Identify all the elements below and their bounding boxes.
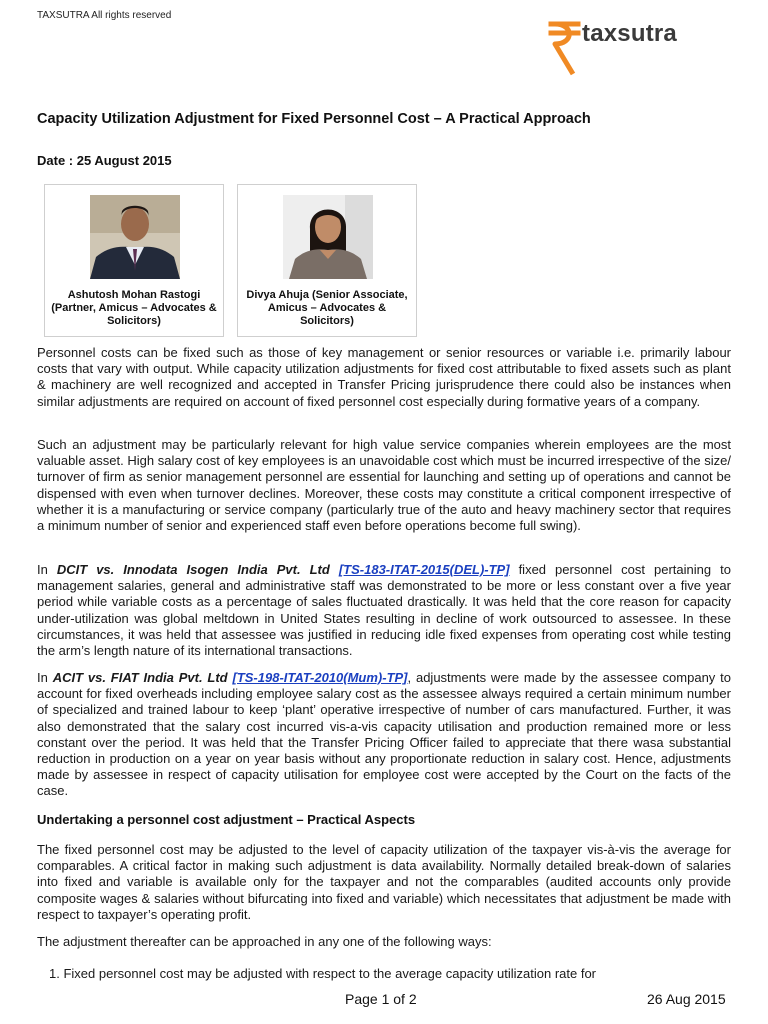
male-portrait-icon (90, 195, 180, 279)
article-date: Date : 25 August 2015 (37, 153, 172, 168)
footer-date: 26 Aug 2015 (647, 991, 726, 1007)
author-card (237, 184, 417, 337)
section-heading: Undertaking a personnel cost adjustment – Practical Aspects (37, 812, 416, 827)
paragraph-innodata-case (37, 562, 731, 659)
citation-link[interactable]: [TS-198-ITAT-2010(Mum)-TP] (232, 670, 408, 685)
author-photo (90, 195, 180, 279)
article-title: Capacity Utilization Adjustment for Fixed Personnel Cost – A Practical Approach (37, 111, 591, 127)
author-card (44, 184, 224, 337)
page-number: Page 1 of 2 (345, 991, 417, 1007)
paragraph-approaches: The adjustment thereafter can be approached in any one of the following ways: (37, 934, 492, 949)
paragraph-prefix: In (37, 562, 57, 577)
paragraph-body: fixed personnel cost pertaining to management salaries, general and administrative staff was demonstrated to be more or less constant over a five year period while variable costs as a percentage of sales fluctuated drastically. It was held that the core reason for capacity under-utilization was global meltdown in United States resulting in decline of work outsourced to assessee. In these circumstances, it was held that assessee was justified in reducing idle fixed expenses from operating cost while testing the arm’s length nature of its international transactions. (37, 562, 731, 659)
author-name: Divya Ahuja (Senior Associate, Amicus – Advocates & Solicitors) (246, 289, 408, 327)
paragraph-fiat-case (37, 670, 731, 800)
citation-link[interactable]: [TS-183-ITAT-2015(DEL)-TP] (338, 562, 510, 577)
paragraph-intro: Personnel costs can be fixed such as those of key management or senior resources or variable i.e. primarily labour costs that vary with output. While capacity utilization adjustments for fixed cost attributable to fixed assets such as plant & machinery are well recognized and accepted in Transfer Pricing jurisprudence there could also be instances when similar adjustments are required on account of fixed personnel cost especially during formative years of a company. (37, 345, 731, 409)
paragraph-adjustment: The fixed personnel cost may be adjusted to the level of capacity utilization of the taxpayer vis-à-vis the average for comparables. A critical factor in making such adjustment is data availability. Normally detailed break-down of salaries into fixed and variable is available only for the taxpayer and not the comparables (audited accounts only provide composite wages & salaries without bifurcating into fixed and variable) which necessitates that adjustment be made with respect to taxpayer’s operating profit. (37, 842, 731, 922)
paragraph-service-companies: Such an adjustment may be particularly relevant for high value service companies wherein employees are the most valuable asset. High salary cost of key employees is an unavoidable cost which must be incurred irrespective of the size/ turnover of firm as senior management personnel are essential for launching and setting up of operations and cannot be dispensed with even when turnover declines. Moreover, these costs may constitute a critical component irrespective of whether it is a manufacturing or service company (particularly true of the auto and heavy machinery sector that requires a minimum number of senior and experienced staff even before operations become full swing). (37, 437, 731, 534)
copyright-notice: TAXSUTRA All rights reserved (37, 10, 172, 21)
logo-wordmark: taxsutra (582, 20, 677, 47)
list-item: 1. Fixed personnel cost may be adjusted with respect to the average capacity utilization rate for (49, 966, 597, 981)
rupee-logo-icon (548, 18, 582, 78)
author-name: Ashutosh Mohan Rastogi (Partner, Amicus – Advocates & Solicitors) (51, 289, 217, 327)
author-photo (283, 195, 373, 279)
paragraph-prefix: In (37, 670, 53, 685)
paragraph-body: , adjustments were made by the assessee company to account for fixed overheads including employee salary cost as the assessee always required a certain minimum number of specialized and trained labour to keep ‘plant’ operative irrespective of number of cars manufactured. Further, it was also demonstrated that the salary cost incurred vis-a-vis capacity utilisation and production remained more or less constant over the period. It was held that the Transfer Pricing Officer failed to appreciate that there wasa substantial reduction in production on a year on year basis without any proportionate reduction in salary cost. Hence, adjustments made by assessee in respect of capacity utilisation for employee cost were accepted by the Court on the facts of the case. (37, 670, 731, 799)
taxsutra-logo[interactable] (548, 18, 728, 82)
case-name: DCIT vs. Innodata Isogen India Pvt. Ltd (56, 562, 330, 577)
case-name: ACIT vs. FIAT India Pvt. Ltd (52, 670, 228, 685)
female-portrait-icon (283, 195, 373, 279)
